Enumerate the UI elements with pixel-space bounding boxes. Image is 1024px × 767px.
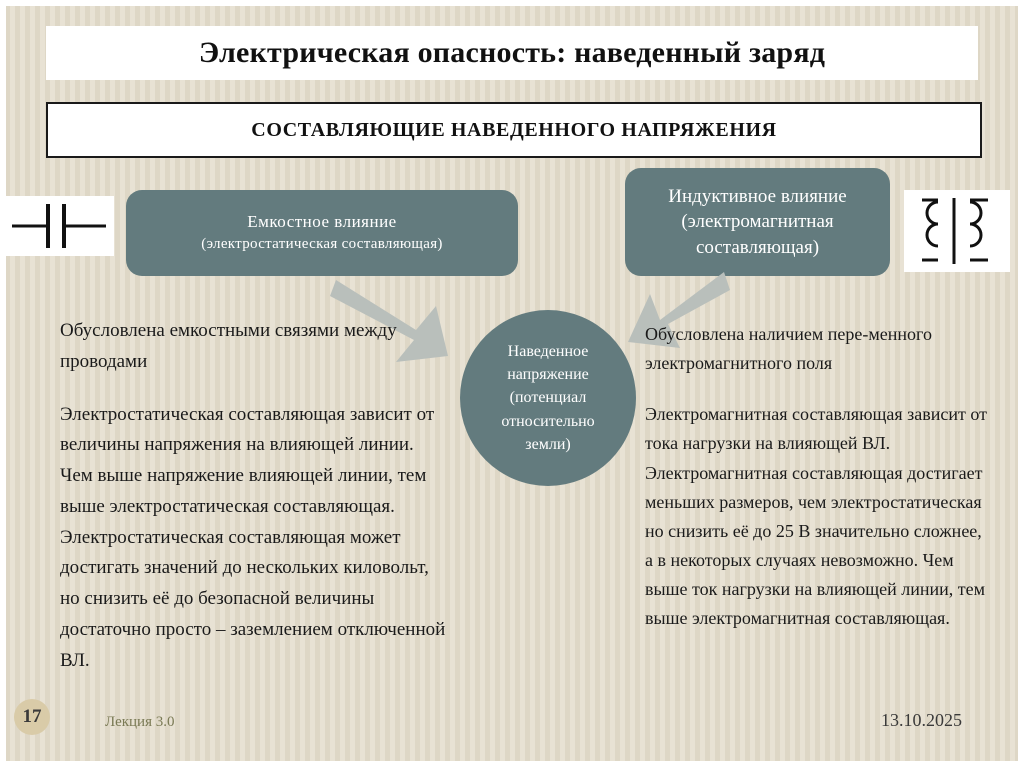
capacitive-box-line1: Емкостное влияние bbox=[247, 211, 397, 231]
slide-edge-left bbox=[0, 0, 6, 767]
capacitive-influence-box bbox=[126, 190, 518, 276]
slide-edge-top bbox=[0, 0, 1024, 6]
circle-line3: (потенциал bbox=[509, 389, 587, 407]
inductive-influence-box bbox=[625, 168, 890, 276]
right-paragraph-2: Электромагнитная составляющая зависит от тока нагрузки на влияющей ВЛ. Электромагнитная составляющая достигает меньших размеров, чем электростатическая но снизить её до 25 В значительно сложнее, а в некоторых случаях невозможно. Чем выше ток нагрузки на влияющей линии, тем выше электромагнитная составляющая. bbox=[645, 404, 987, 629]
capacitive-box-line2: (электростатическая составляющая) bbox=[201, 236, 443, 253]
page-number-badge: 17 bbox=[14, 699, 50, 735]
slide-title-bar bbox=[46, 26, 978, 80]
left-text-column bbox=[60, 316, 450, 676]
subtitle-box bbox=[46, 102, 982, 158]
inductive-box-line1: Индуктивное влияние bbox=[668, 185, 847, 207]
left-paragraph-2: Электростатическая составляющая зависит от величины напряжения на влияющей линии. Чем выше напряжение влияющей линии, тем выше электростатическая составляющая. Электростатическая составляющая может достигать значений до нескольких киловольт, но снизить её до безопасной величины достаточно просто – заземлением отключенной ВЛ. bbox=[60, 403, 446, 671]
inductive-box-line2: (электромагнитная bbox=[681, 211, 834, 233]
subtitle-text: СОСТАВЛЯЮЩИЕ НАВЕДЕННОГО НАПРЯЖЕНИЯ bbox=[251, 118, 777, 141]
circle-line2: напряжение bbox=[507, 366, 589, 384]
circle-line4: относительно bbox=[501, 412, 595, 430]
capacitor-icon bbox=[6, 196, 114, 256]
footer-date: 13.10.2025 bbox=[881, 710, 962, 730]
circle-line1: Наведенное bbox=[507, 343, 589, 361]
page-title: Электрическая опасность: наведенный заряд bbox=[198, 36, 826, 69]
transformer-icon bbox=[904, 190, 1010, 272]
circle-line5: земли) bbox=[525, 435, 571, 453]
footer-note: Лекция 3.0 bbox=[105, 714, 175, 730]
slide-edge-bottom bbox=[0, 761, 1024, 767]
slide-edge-right bbox=[1018, 0, 1024, 767]
right-text-column bbox=[645, 320, 990, 634]
inductive-box-line3: составляющая) bbox=[695, 236, 820, 258]
right-paragraph-1: Обусловлена наличием пере-менного электромагнитного поля bbox=[645, 324, 932, 374]
left-paragraph-1: Обусловлена емкостными связями между проводами bbox=[60, 320, 397, 372]
induced-voltage-circle bbox=[460, 310, 636, 486]
